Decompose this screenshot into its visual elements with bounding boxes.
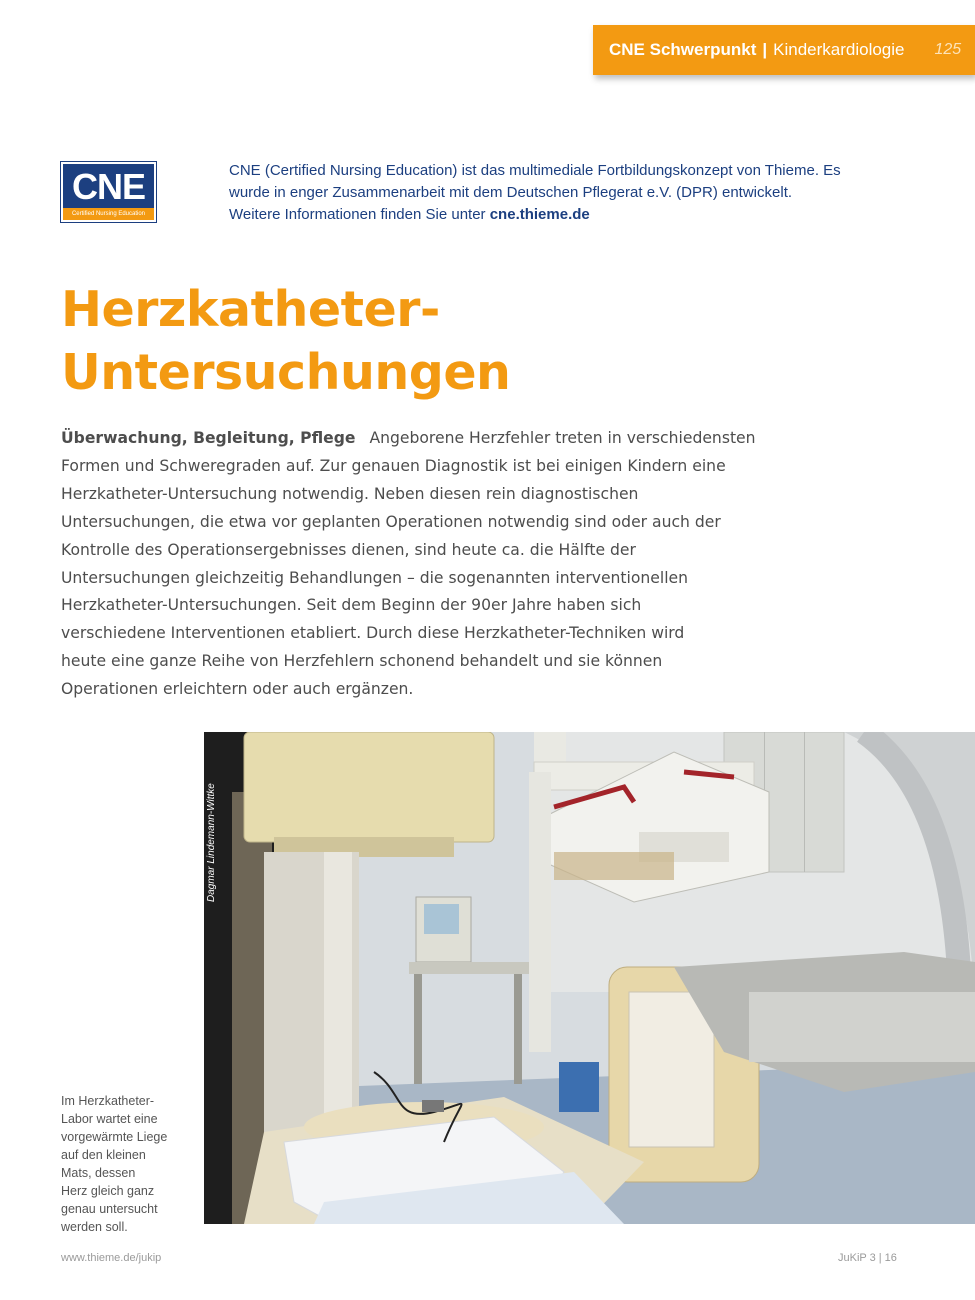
lead-line: Kontrolle des Operationsergebnisses dienen, sind heute ca. die Hälfte der	[61, 540, 636, 559]
article-title	[61, 278, 761, 404]
intro-line: CNE (Certified Nursing Education) ist das multimediale Fortbildungskonzept von Thieme. Es	[229, 162, 841, 179]
cne-logo-band: Certified Nursing Education	[63, 208, 154, 220]
section-separator: |	[762, 40, 768, 59]
intro-line	[229, 204, 899, 226]
cne-link[interactable]: cne.thieme.de	[489, 206, 590, 223]
lead-line: Untersuchungen gleichzeitig Behandlungen – die sogenannten interventionellen	[61, 568, 689, 587]
lead-line: Herzkatheter-Untersuchungen. Seit dem Beginn der 90er Jahre haben sich	[61, 596, 642, 615]
page-number: 125	[934, 41, 962, 58]
photo-caption	[61, 1092, 186, 1236]
caption-line: Im Herzkatheter-	[61, 1094, 155, 1108]
lead-line: Herzkatheter-Untersuchung notwendig. Neben diesen rein diagnostischen	[61, 484, 639, 503]
title-line: Untersuchungen	[61, 344, 511, 401]
cne-logo	[61, 162, 156, 222]
caption-line: werden soll.	[61, 1220, 128, 1234]
intro-line: wurde in enger Zusammenarbeit mit dem Deutschen Pflegerat e.V. (DPR) entwickelt.	[229, 184, 793, 201]
title-line: Herzkatheter-	[61, 281, 440, 338]
lead-line: Untersuchungen, die etwa vor geplanten Operationen notwendig sind oder auch der	[61, 512, 721, 531]
catheter-lab-illustration	[204, 732, 975, 1224]
lead-kicker: Überwachung, Begleitung, Pflege	[61, 429, 356, 447]
catheter-lab-photo	[204, 732, 975, 1224]
caption-line: genau untersucht	[61, 1202, 158, 1216]
photo-credit: Dagmar Lindemann-Wittke	[206, 783, 217, 902]
caption-line: auf den kleinen	[61, 1148, 146, 1162]
lead-line: Operationen erleichtern oder auch ergänzen.	[61, 680, 414, 699]
caption-line: Mats, dessen	[61, 1166, 136, 1180]
section-label: CNE Schwerpunkt	[609, 40, 757, 59]
caption-line: Herz gleich ganz	[61, 1184, 155, 1198]
footer-url[interactable]: www.thieme.de/jukip	[61, 1252, 162, 1264]
caption-line: Labor wartet eine	[61, 1112, 158, 1126]
cne-intro	[229, 160, 899, 226]
topic-label: Kinderkardiologie	[773, 40, 905, 59]
footer-issue: JuKiP 3 | 16	[838, 1252, 897, 1264]
lead-line: heute eine ganze Reihe von Herzfehlern schonend behandelt und sie können	[61, 652, 663, 671]
lead-paragraph	[61, 425, 781, 704]
lead-line-text: Angeborene Herzfehler treten in verschiedensten	[369, 429, 756, 447]
lead-line: verschiedene Interventionen etabliert. Durch diese Herzkatheter-Techniken wird	[61, 624, 685, 643]
caption-line: vorgewärmte Liege	[61, 1130, 168, 1144]
intro-line-prefix: Weitere Informationen finden Sie unter	[229, 206, 490, 223]
lead-line	[61, 425, 781, 453]
cne-logo-word: CNE	[71, 166, 145, 207]
section-header-tab	[593, 25, 975, 75]
lead-line: Formen und Schweregraden auf. Zur genauen Diagnostik ist bei einigen Kindern eine	[61, 456, 726, 475]
